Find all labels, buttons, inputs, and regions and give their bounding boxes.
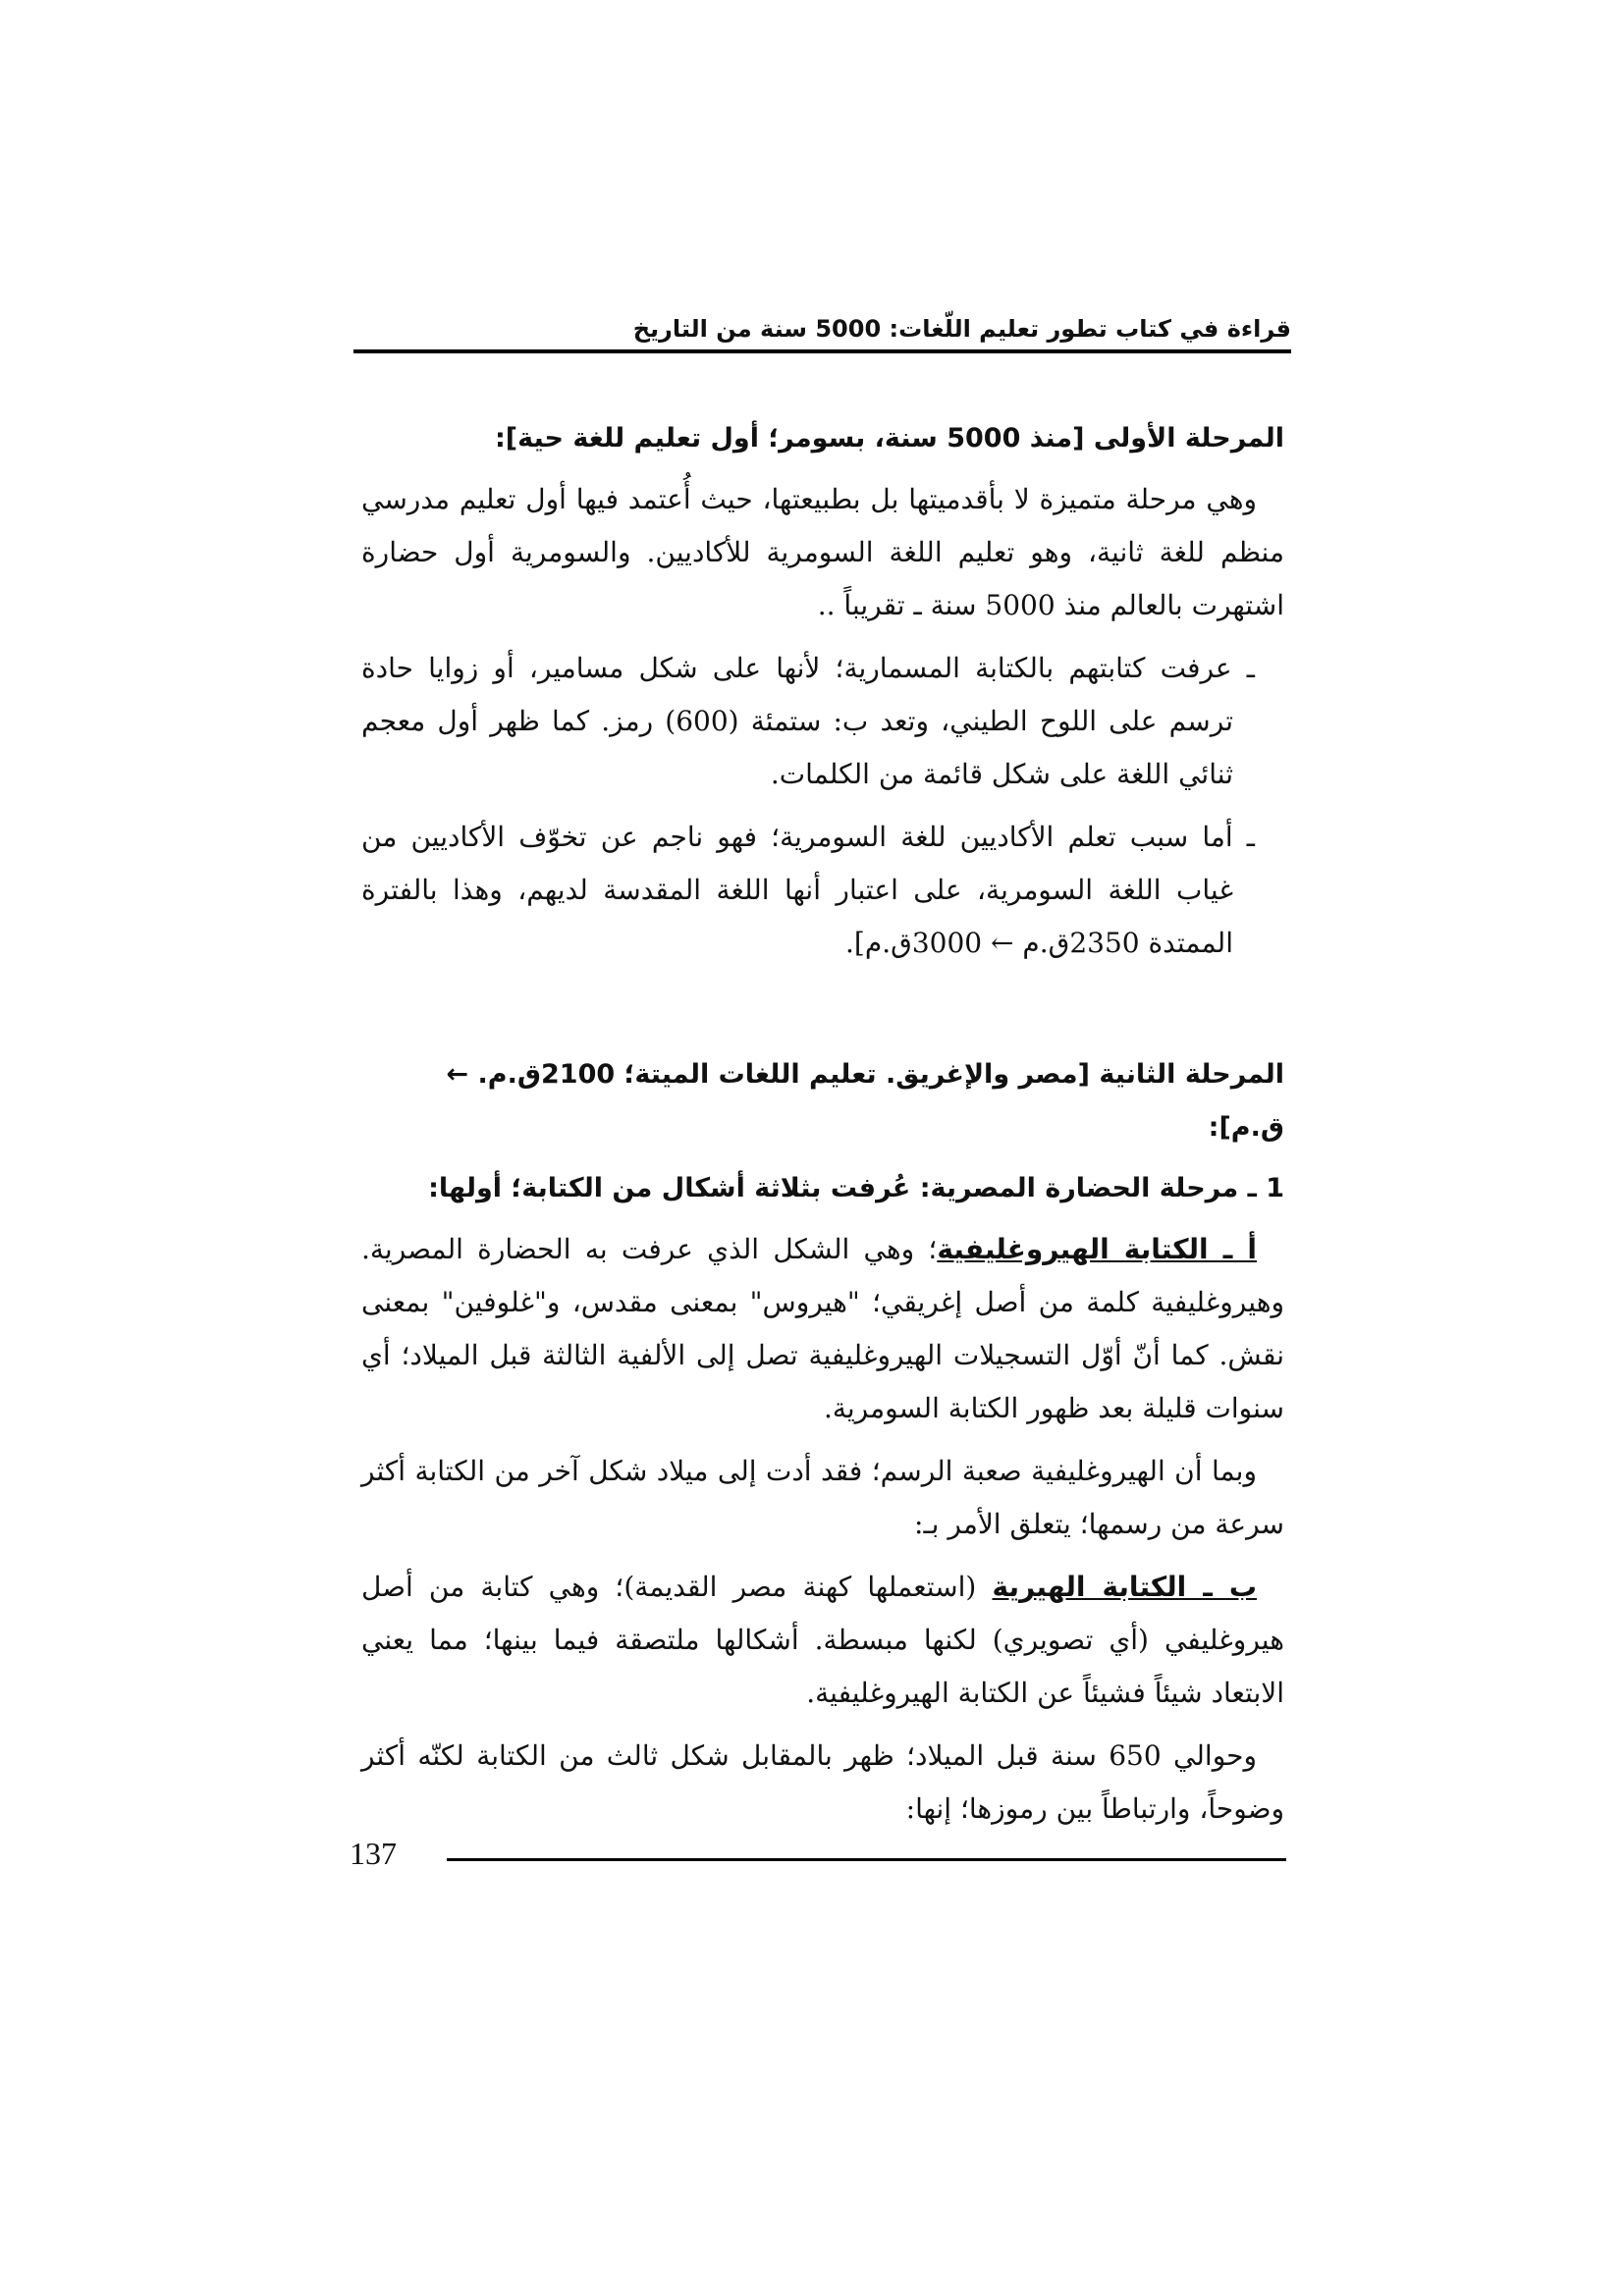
bullet-item: ـ عرفت كتابتهم بالكتابة المسمارية؛ لأنها على شكل مسامير، أو زوايا حادة ترسم على اللوح الطيني، وتعد ب: ستمئة (600) رمز. كما ظهر أول معجم ثنائي اللغة على شكل قائمة من الكلمات. bbox=[361, 652, 1255, 790]
term-hieroglyphic: أ ـ الكتابة الهيروغليفية bbox=[937, 1233, 1257, 1265]
section-heading-stage-one: المرحلة الأولى [منذ 5000 سنة، بسومر؛ أول تعليم للغة حية]: bbox=[494, 423, 1284, 454]
paragraph-text: ؛ وهي الشكل الذي عرفت به الحضارة المصرية. وهيروغليفية كلمة من أصل إغريقي؛ "هيروس" بمعنى مقدس، و"غلوفين" بمعنى نقش. كما أنّ أوّل التسجيلات الهيروغليفية تصل إلى الألفية الثالثة قبل الميلاد؛ أي سنوات قليلة بعد ظهور الكتابة السومرية. bbox=[361, 1233, 1284, 1424]
header-divider bbox=[353, 349, 1291, 353]
section-spacer bbox=[361, 980, 1284, 1048]
paragraph: وهي مرحلة متميزة لا بأقدميتها بل بطبيعتها، حيث أُعتمد فيها أول تعليم مدرسي منظم للغة ثانية، وهو تعليم اللغة السومرية للأكاديين. والسومرية أول حضارة اشتهرت بالعالم منذ 5000 سنة ـ تقريباً .. bbox=[361, 483, 1284, 621]
section-heading-stage-two: المرحلة الثانية [مصر والإغريق. تعليم اللغات الميتة؛ 2100ق.م. ← ق.م]: bbox=[446, 1059, 1284, 1143]
paragraph-text: (استعملها كهنة مصر القديمة)؛ وهي كتابة من أصل هيروغليفي (أي تصويري) لكنها مبسطة. أشكالها ملتصقة فيما بينها؛ مما يعني الابتعاد شيئاً فشيئاً عن الكتابة الهيروغليفية. bbox=[361, 1571, 1284, 1709]
subsection-heading-egypt: 1 ـ مرحلة الحضارة المصرية: عُرفت بثلاثة أشكال من الكتابة؛ أولها: bbox=[428, 1173, 1284, 1203]
running-header: قراءة في كتاب تطور تعليم اللّغات: 5000 سنة من التاريخ bbox=[632, 315, 1291, 343]
paragraph: وحوالي 650 سنة قبل الميلاد؛ ظهر بالمقابل شكل ثالث من الكتابة لكنّه أكثر وضوحاً، وارتباطاً بين رموزها؛ إنها: bbox=[361, 1739, 1284, 1825]
page-body bbox=[361, 412, 1284, 1845]
term-hieratic: ب ـ الكتابة الهيرية bbox=[992, 1571, 1257, 1603]
paragraph: وبما أن الهيروغليفية صعبة الرسم؛ فقد أدت إلى ميلاد شكل آخر من الكتابة أكثر سرعة من رسمها؛ يتعلق الأمر بـ: bbox=[361, 1455, 1284, 1540]
paragraph-hieroglyphic bbox=[361, 1223, 1284, 1435]
page-number: 137 bbox=[350, 1836, 397, 1871]
paragraph-hieratic bbox=[361, 1561, 1284, 1720]
footer-divider bbox=[447, 1858, 1286, 1861]
bullet-item: ـ أما سبب تعلم الأكاديين للغة السومرية؛ فهو ناجم عن تخوّف الأكاديين من غياب اللغة السومرية، على اعتبار أنها اللغة المقدسة لديهم، وهذا بالفترة الممتدة 2350ق.م ← 3000ق.م]. bbox=[361, 821, 1255, 959]
